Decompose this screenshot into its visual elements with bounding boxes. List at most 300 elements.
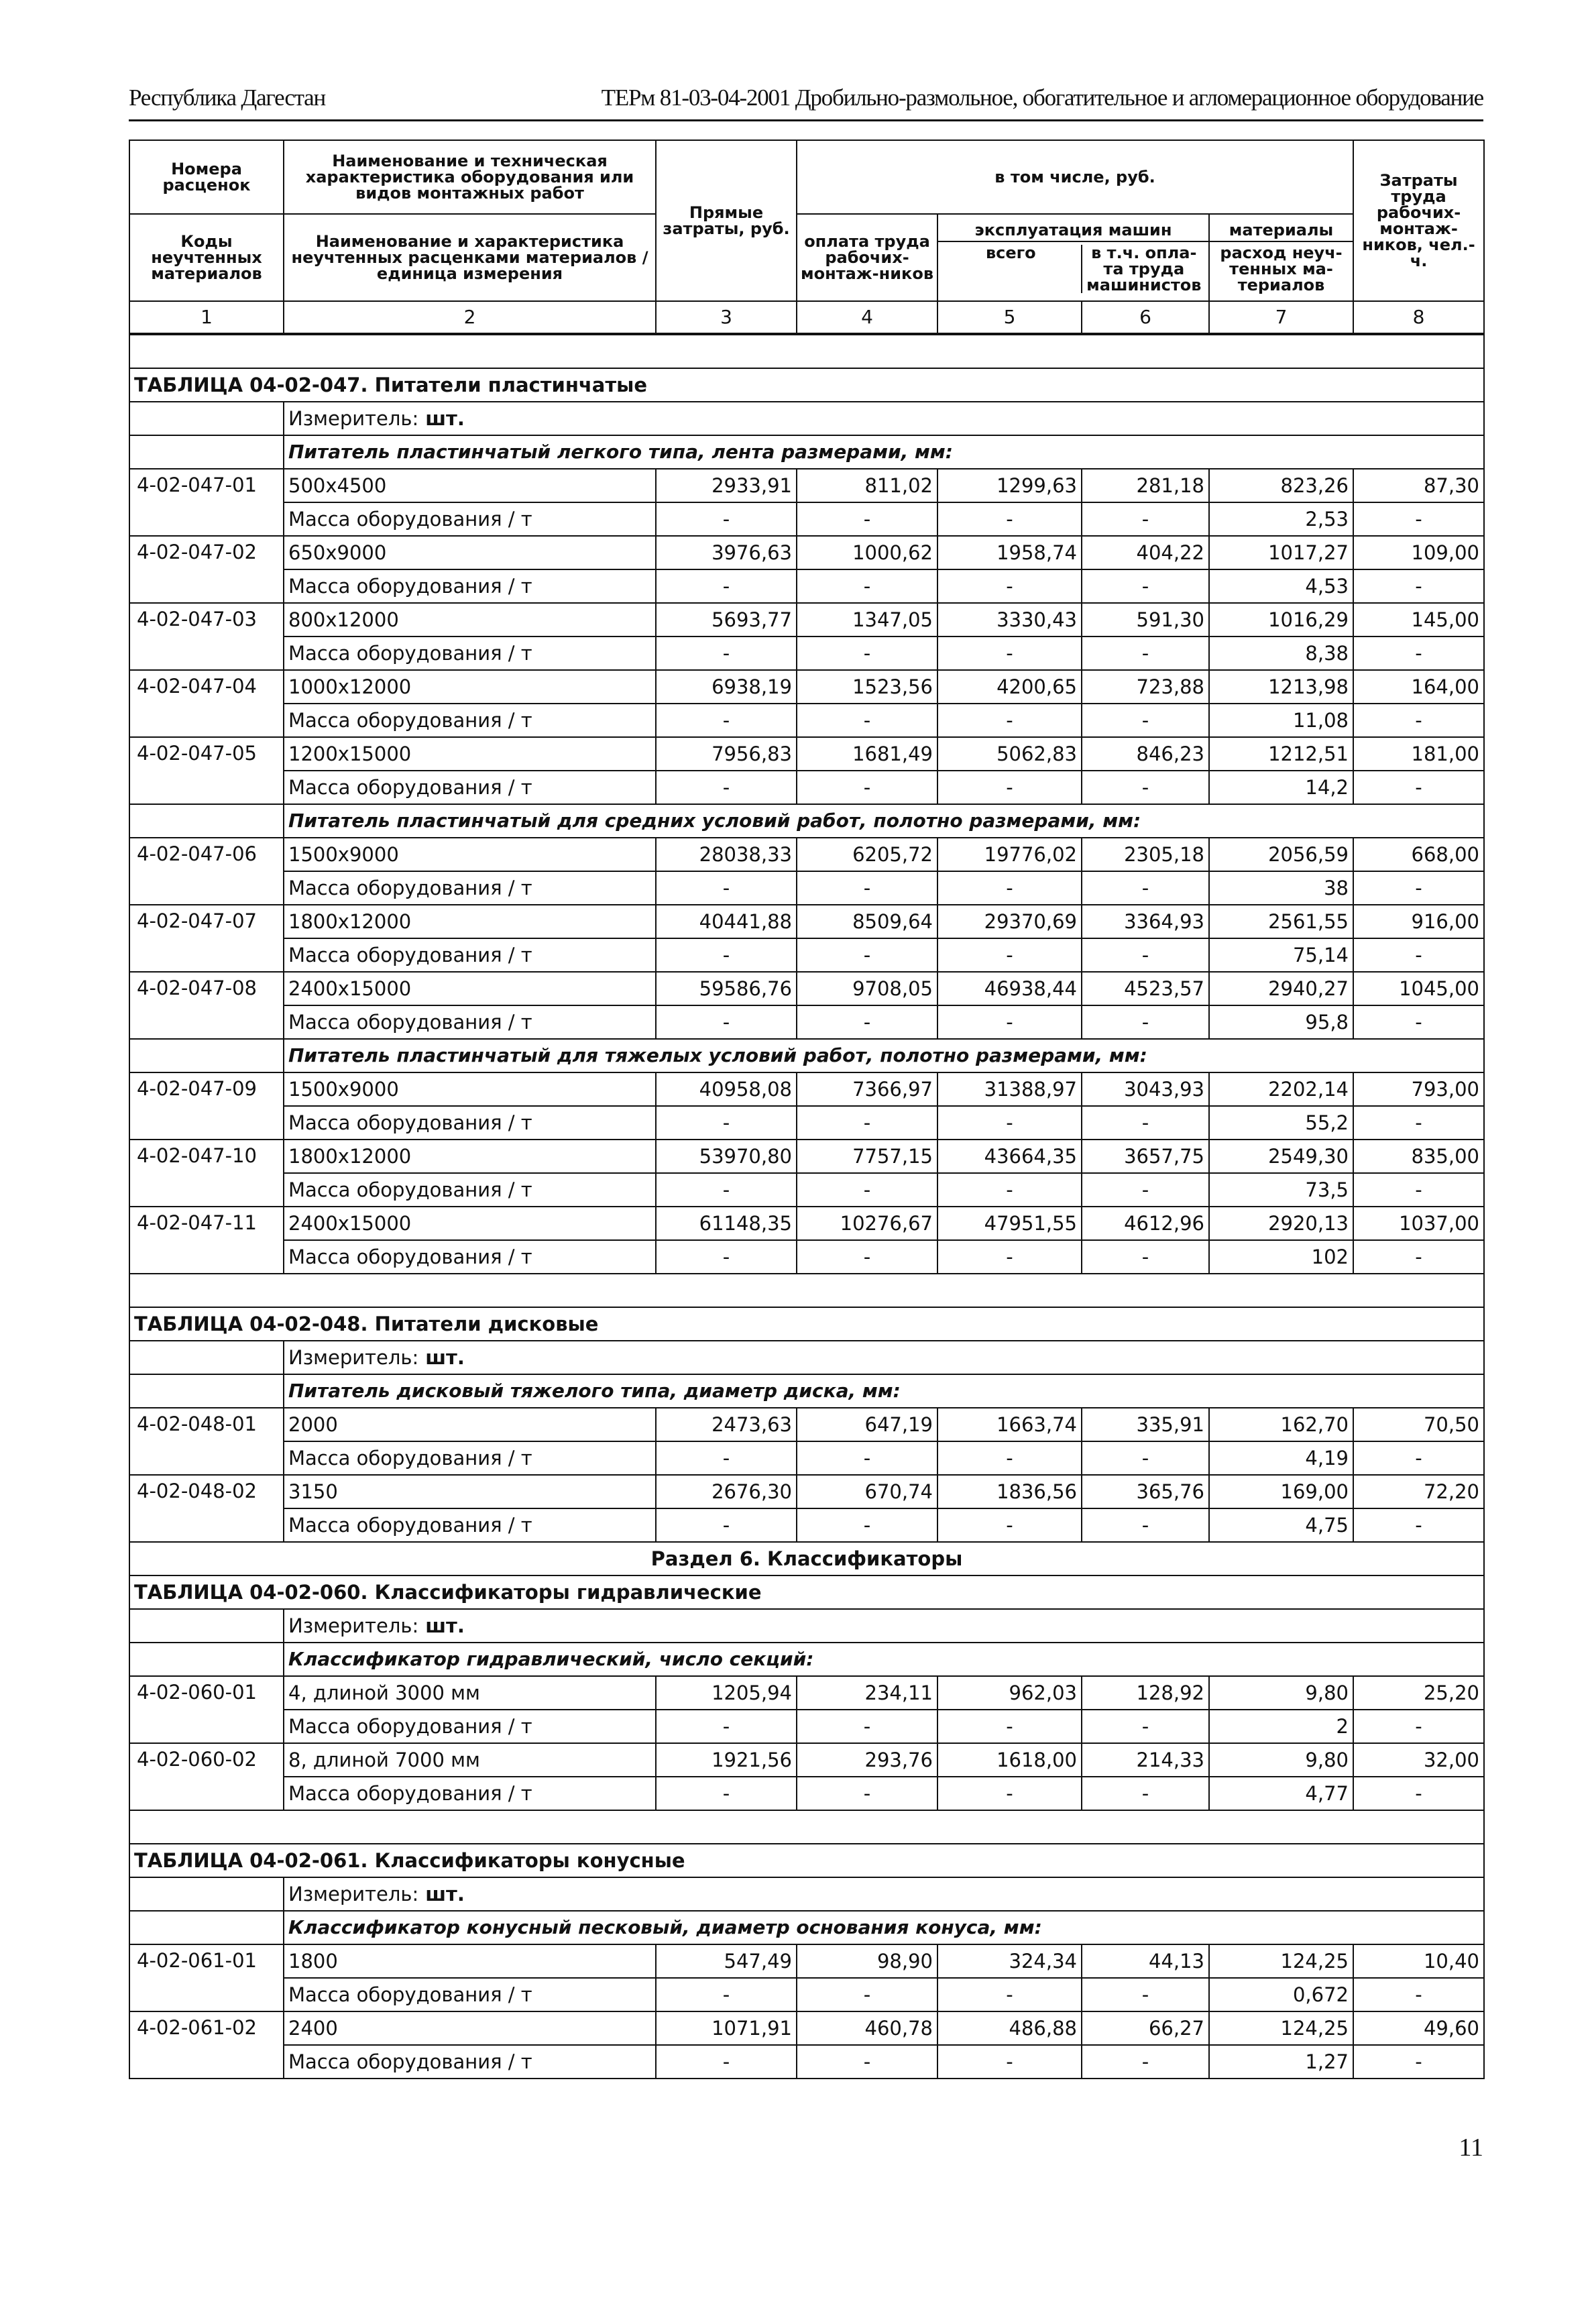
rate-name: 1800x12000 bbox=[284, 905, 656, 938]
machinists-wage: 4612,96 bbox=[1082, 1207, 1209, 1240]
mass-label: Масса оборудования / т bbox=[284, 704, 656, 737]
machinists-wage: 281,18 bbox=[1082, 469, 1209, 502]
table-title-row bbox=[129, 1844, 1484, 1877]
group-row bbox=[129, 1643, 1484, 1676]
machinists-wage: 404,22 bbox=[1082, 536, 1209, 569]
dash: - bbox=[797, 771, 937, 804]
dash: - bbox=[937, 1441, 1082, 1475]
equipment-mass: 55,2 bbox=[1209, 1106, 1353, 1140]
rate-code: 4-02-047-01 bbox=[129, 469, 284, 536]
header-machines-total: всего bbox=[985, 243, 1036, 262]
dash: - bbox=[1082, 502, 1209, 536]
measure bbox=[284, 1609, 1484, 1643]
rate-code: 4-02-047-06 bbox=[129, 838, 284, 905]
group-title: Питатель дисковый тяжелого типа, диаметр диска, мм: bbox=[284, 1374, 1484, 1408]
group-row bbox=[129, 1374, 1484, 1408]
group-row bbox=[129, 1911, 1484, 1944]
machines-total: 31388,97 bbox=[937, 1072, 1082, 1106]
mass-row bbox=[129, 1240, 1484, 1274]
mass-label: Масса оборудования / т bbox=[284, 1508, 656, 1542]
dash: - bbox=[656, 871, 797, 905]
dash: - bbox=[937, 637, 1082, 670]
rate-name: 3150 bbox=[284, 1475, 656, 1508]
labor-hours: 793,00 bbox=[1353, 1072, 1484, 1106]
mass-row bbox=[129, 1978, 1484, 2011]
equipment-mass: 0,672 bbox=[1209, 1978, 1353, 2011]
materials-cost: 124,25 bbox=[1209, 2011, 1353, 2045]
mass-label: Масса оборудования / т bbox=[284, 1777, 656, 1810]
machinists-wage: 66,27 bbox=[1082, 2011, 1209, 2045]
dash: - bbox=[797, 704, 937, 737]
dash: - bbox=[1082, 569, 1209, 603]
rate-name: 650x9000 bbox=[284, 536, 656, 569]
materials-cost: 1212,51 bbox=[1209, 737, 1353, 771]
rate-code: 4-02-061-02 bbox=[129, 2011, 284, 2079]
rate-code: 4-02-047-02 bbox=[129, 536, 284, 603]
equipment-mass: 38 bbox=[1209, 871, 1353, 905]
equipment-mass: 102 bbox=[1209, 1240, 1353, 1274]
rate-name: 2000 bbox=[284, 1408, 656, 1441]
column-number: 8 bbox=[1353, 301, 1484, 333]
direct-costs: 2933,91 bbox=[656, 469, 797, 502]
equipment-mass: 95,8 bbox=[1209, 1005, 1353, 1039]
measure-label: Измеритель: bbox=[288, 1346, 419, 1369]
dash: - bbox=[1082, 2045, 1209, 2079]
dash: - bbox=[1353, 871, 1484, 905]
dash: - bbox=[937, 502, 1082, 536]
header-machines bbox=[937, 214, 1209, 301]
dash: - bbox=[1353, 1978, 1484, 2011]
machinists-wage: 4523,57 bbox=[1082, 972, 1209, 1005]
group-title: Питатель пластинчатый легкого типа, лента размерами, мм: bbox=[284, 435, 1484, 469]
direct-costs: 59586,76 bbox=[656, 972, 797, 1005]
rate-row bbox=[129, 1944, 1484, 1978]
machinists-wage: 846,23 bbox=[1082, 737, 1209, 771]
dash: - bbox=[937, 1106, 1082, 1140]
machines-total: 29370,69 bbox=[937, 905, 1082, 938]
table-title-row bbox=[129, 1575, 1484, 1609]
measure bbox=[284, 1341, 1484, 1374]
header-labor-wage: оплата труда рабочих-монтаж-ников bbox=[797, 214, 937, 301]
group-title: Питатель пластинчатый для тяжелых условий работ, полотно размерами, мм: bbox=[284, 1039, 1484, 1072]
rate-code: 4-02-047-09 bbox=[129, 1072, 284, 1140]
dash: - bbox=[1353, 704, 1484, 737]
machinists-wage: 128,92 bbox=[1082, 1676, 1209, 1710]
dash: - bbox=[937, 704, 1082, 737]
materials-cost: 2940,27 bbox=[1209, 972, 1353, 1005]
labor-wage: 293,76 bbox=[797, 1743, 937, 1777]
machinists-wage: 44,13 bbox=[1082, 1944, 1209, 1978]
dash: - bbox=[937, 771, 1082, 804]
measure-value: шт. bbox=[425, 407, 465, 430]
labor-hours: 49,60 bbox=[1353, 2011, 1484, 2045]
labor-wage: 1523,56 bbox=[797, 670, 937, 704]
table-body bbox=[129, 334, 1485, 2079]
direct-costs: 7956,83 bbox=[656, 737, 797, 771]
group-title: Классификатор гидравлический, число секций: bbox=[284, 1643, 1484, 1676]
rate-code: 4-02-047-07 bbox=[129, 905, 284, 972]
labor-hours: 145,00 bbox=[1353, 603, 1484, 637]
measure-value: шт. bbox=[425, 1614, 465, 1637]
machines-total: 1618,00 bbox=[937, 1743, 1082, 1777]
dash: - bbox=[797, 1978, 937, 2011]
header-machinists-wage: в т.ч. опла-та труда машинистов bbox=[1081, 245, 1206, 293]
dash: - bbox=[1082, 771, 1209, 804]
rate-row bbox=[129, 536, 1484, 569]
dash: - bbox=[937, 1005, 1082, 1039]
mass-row bbox=[129, 938, 1484, 972]
dash: - bbox=[937, 1240, 1082, 1274]
labor-hours: 72,20 bbox=[1353, 1475, 1484, 1508]
column-number: 1 bbox=[129, 301, 284, 333]
equipment-mass: 73,5 bbox=[1209, 1173, 1353, 1207]
mass-label: Масса оборудования / т bbox=[284, 569, 656, 603]
machines-total: 19776,02 bbox=[937, 838, 1082, 871]
machinists-wage: 3364,93 bbox=[1082, 905, 1209, 938]
column-number: 7 bbox=[1209, 301, 1353, 333]
dash: - bbox=[937, 2045, 1082, 2079]
dash: - bbox=[937, 1508, 1082, 1542]
spacer-row bbox=[129, 1810, 1484, 1844]
dash: - bbox=[1353, 637, 1484, 670]
dash: - bbox=[1082, 1441, 1209, 1475]
mass-label: Масса оборудования / т bbox=[284, 1106, 656, 1140]
header-direct-costs: Прямые затраты, руб. bbox=[656, 140, 797, 301]
direct-costs: 53970,80 bbox=[656, 1140, 797, 1173]
machinists-wage: 723,88 bbox=[1082, 670, 1209, 704]
rate-code: 4-02-048-01 bbox=[129, 1408, 284, 1475]
rate-name: 1000x12000 bbox=[284, 670, 656, 704]
rate-name: 1200x15000 bbox=[284, 737, 656, 771]
rate-row bbox=[129, 905, 1484, 938]
dash: - bbox=[656, 704, 797, 737]
equipment-mass: 1,27 bbox=[1209, 2045, 1353, 2079]
rate-row bbox=[129, 1072, 1484, 1106]
measure-row bbox=[129, 402, 1484, 435]
rate-name: 1500x9000 bbox=[284, 1072, 656, 1106]
dash: - bbox=[1082, 1173, 1209, 1207]
measure bbox=[284, 402, 1484, 435]
dash: - bbox=[1082, 1106, 1209, 1140]
labor-wage: 7366,97 bbox=[797, 1072, 937, 1106]
dash: - bbox=[1353, 771, 1484, 804]
measure-row bbox=[129, 1609, 1484, 1643]
dash: - bbox=[1353, 502, 1484, 536]
dash: - bbox=[656, 1173, 797, 1207]
machinists-wage: 2305,18 bbox=[1082, 838, 1209, 871]
dash: - bbox=[1353, 938, 1484, 972]
page-number: 11 bbox=[1459, 2134, 1483, 2162]
column-number: 4 bbox=[797, 301, 937, 333]
dash: - bbox=[937, 871, 1082, 905]
materials-cost: 823,26 bbox=[1209, 469, 1353, 502]
dash: - bbox=[656, 1978, 797, 2011]
rate-code: 4-02-060-01 bbox=[129, 1676, 284, 1743]
direct-costs: 5693,77 bbox=[656, 603, 797, 637]
measure-label: Измеритель: bbox=[288, 407, 419, 430]
rate-name: 1800x12000 bbox=[284, 1140, 656, 1173]
labor-wage: 811,02 bbox=[797, 469, 937, 502]
machines-total: 1299,63 bbox=[937, 469, 1082, 502]
labor-wage: 234,11 bbox=[797, 1676, 937, 1710]
mass-label: Масса оборудования / т bbox=[284, 1978, 656, 2011]
rate-name: 500x4500 bbox=[284, 469, 656, 502]
dash: - bbox=[1082, 871, 1209, 905]
group-row bbox=[129, 804, 1484, 838]
mass-row bbox=[129, 871, 1484, 905]
dash: - bbox=[1082, 704, 1209, 737]
rate-row bbox=[129, 1676, 1484, 1710]
labor-wage: 1681,49 bbox=[797, 737, 937, 771]
labor-hours: 109,00 bbox=[1353, 536, 1484, 569]
dash: - bbox=[937, 1978, 1082, 2011]
rate-code: 4-02-047-04 bbox=[129, 670, 284, 737]
dash: - bbox=[656, 569, 797, 603]
machinists-wage: 365,76 bbox=[1082, 1475, 1209, 1508]
labor-hours: 32,00 bbox=[1353, 1743, 1484, 1777]
direct-costs: 1205,94 bbox=[656, 1676, 797, 1710]
dash: - bbox=[797, 637, 937, 670]
machines-total: 486,88 bbox=[937, 2011, 1082, 2045]
rate-row bbox=[129, 469, 1484, 502]
dash: - bbox=[797, 569, 937, 603]
region-name: Республика Дагестан bbox=[129, 85, 326, 111]
measure-row bbox=[129, 1877, 1484, 1911]
labor-wage: 98,90 bbox=[797, 1944, 937, 1978]
equipment-mass: 8,38 bbox=[1209, 637, 1353, 670]
mass-label: Масса оборудования / т bbox=[284, 938, 656, 972]
dash: - bbox=[656, 1106, 797, 1140]
labor-hours: 25,20 bbox=[1353, 1676, 1484, 1710]
mass-row bbox=[129, 1777, 1484, 1810]
rate-row bbox=[129, 838, 1484, 871]
direct-costs: 1921,56 bbox=[656, 1743, 797, 1777]
mass-label: Масса оборудования / т bbox=[284, 771, 656, 804]
table-title: ТАБЛИЦА 04-02-060. Классификаторы гидравлические bbox=[129, 1575, 1484, 1609]
labor-hours: 70,50 bbox=[1353, 1408, 1484, 1441]
equipment-mass: 14,2 bbox=[1209, 771, 1353, 804]
materials-cost: 2202,14 bbox=[1209, 1072, 1353, 1106]
materials-cost: 2056,59 bbox=[1209, 838, 1353, 871]
table-title: ТАБЛИЦА 04-02-061. Классификаторы конусные bbox=[129, 1844, 1484, 1877]
labor-hours: 1037,00 bbox=[1353, 1207, 1484, 1240]
dash: - bbox=[937, 1173, 1082, 1207]
mass-row bbox=[129, 1710, 1484, 1743]
spacer-row bbox=[129, 1274, 1484, 1307]
mass-row bbox=[129, 771, 1484, 804]
header-labor-hours: Затраты труда рабочих-монтаж-ников, чел.-ч. bbox=[1353, 140, 1484, 301]
dash: - bbox=[656, 1710, 797, 1743]
column-number: 5 bbox=[937, 301, 1082, 333]
labor-hours: 10,40 bbox=[1353, 1944, 1484, 1978]
dash: - bbox=[1082, 1508, 1209, 1542]
direct-costs: 40958,08 bbox=[656, 1072, 797, 1106]
dash: - bbox=[1082, 1005, 1209, 1039]
labor-wage: 1347,05 bbox=[797, 603, 937, 637]
machines-total: 5062,83 bbox=[937, 737, 1082, 771]
header-including: в том числе, руб. bbox=[797, 140, 1353, 214]
direct-costs: 1071,91 bbox=[656, 2011, 797, 2045]
materials-cost: 1017,27 bbox=[1209, 536, 1353, 569]
dash: - bbox=[1353, 1106, 1484, 1140]
rate-code: 4-02-061-01 bbox=[129, 1944, 284, 2011]
machines-total: 3330,43 bbox=[937, 603, 1082, 637]
dash: - bbox=[937, 938, 1082, 972]
measure-label: Измеритель: bbox=[288, 1614, 419, 1637]
dash: - bbox=[797, 1240, 937, 1274]
mass-label: Масса оборудования / т bbox=[284, 1005, 656, 1039]
mass-row bbox=[129, 1173, 1484, 1207]
labor-wage: 670,74 bbox=[797, 1475, 937, 1508]
price-table-frame bbox=[129, 140, 1483, 2079]
materials-cost: 2920,13 bbox=[1209, 1207, 1353, 1240]
mass-label: Масса оборудования / т bbox=[284, 637, 656, 670]
materials-cost: 9,80 bbox=[1209, 1743, 1353, 1777]
mass-row bbox=[129, 704, 1484, 737]
mass-row bbox=[129, 1005, 1484, 1039]
dash: - bbox=[1353, 1441, 1484, 1475]
mass-row bbox=[129, 569, 1484, 603]
mass-row bbox=[129, 2045, 1484, 2079]
equipment-mass: 11,08 bbox=[1209, 704, 1353, 737]
rate-name: 2400x15000 bbox=[284, 1207, 656, 1240]
mass-label: Масса оборудования / т bbox=[284, 1441, 656, 1475]
rate-code: 4-02-048-02 bbox=[129, 1475, 284, 1542]
direct-costs: 28038,33 bbox=[656, 838, 797, 871]
materials-cost: 1016,29 bbox=[1209, 603, 1353, 637]
machinists-wage: 335,91 bbox=[1082, 1408, 1209, 1441]
dash: - bbox=[797, 1441, 937, 1475]
rate-name: 1800 bbox=[284, 1944, 656, 1978]
group-title: Классификатор конусный песковый, диаметр основания конуса, мм: bbox=[284, 1911, 1484, 1944]
dash: - bbox=[656, 1441, 797, 1475]
dash: - bbox=[656, 502, 797, 536]
dash: - bbox=[937, 1777, 1082, 1810]
labor-hours: 164,00 bbox=[1353, 670, 1484, 704]
labor-wage: 6205,72 bbox=[797, 838, 937, 871]
machines-total: 324,34 bbox=[937, 1944, 1082, 1978]
column-number: 6 bbox=[1082, 301, 1209, 333]
dash: - bbox=[1082, 1978, 1209, 2011]
rate-name: 2400 bbox=[284, 2011, 656, 2045]
dash: - bbox=[937, 569, 1082, 603]
rate-code: 4-02-047-10 bbox=[129, 1140, 284, 1207]
dash: - bbox=[797, 938, 937, 972]
measure-value: шт. bbox=[425, 1346, 465, 1369]
machines-total: 43664,35 bbox=[937, 1140, 1082, 1173]
dash: - bbox=[1353, 2045, 1484, 2079]
mass-label: Масса оборудования / т bbox=[284, 2045, 656, 2079]
direct-costs: 61148,35 bbox=[656, 1207, 797, 1240]
rate-code: 4-02-047-08 bbox=[129, 972, 284, 1039]
dash: - bbox=[656, 1005, 797, 1039]
equipment-mass: 4,75 bbox=[1209, 1508, 1353, 1542]
labor-hours: 87,30 bbox=[1353, 469, 1484, 502]
labor-hours: 835,00 bbox=[1353, 1140, 1484, 1173]
rate-name: 800x12000 bbox=[284, 603, 656, 637]
rate-row bbox=[129, 1207, 1484, 1240]
rate-row bbox=[129, 1475, 1484, 1508]
mass-row bbox=[129, 1106, 1484, 1140]
measure-value: шт. bbox=[425, 1883, 465, 1905]
measure-label: Измеритель: bbox=[288, 1883, 419, 1905]
dash: - bbox=[656, 2045, 797, 2079]
dash: - bbox=[1082, 1777, 1209, 1810]
labor-hours: 916,00 bbox=[1353, 905, 1484, 938]
equipment-mass: 75,14 bbox=[1209, 938, 1353, 972]
dash: - bbox=[1353, 1777, 1484, 1810]
mass-label: Масса оборудования / т bbox=[284, 1710, 656, 1743]
direct-costs: 2473,63 bbox=[656, 1408, 797, 1441]
equipment-mass: 2 bbox=[1209, 1710, 1353, 1743]
measure bbox=[284, 1877, 1484, 1911]
dash: - bbox=[1353, 1240, 1484, 1274]
direct-costs: 3976,63 bbox=[656, 536, 797, 569]
section-title: Раздел 6. Классификаторы bbox=[129, 1542, 1484, 1575]
mass-label: Масса оборудования / т bbox=[284, 1173, 656, 1207]
dash: - bbox=[656, 938, 797, 972]
labor-wage: 8509,64 bbox=[797, 905, 937, 938]
rate-name: 4, длиной 3000 мм bbox=[284, 1676, 656, 1710]
equipment-mass: 4,53 bbox=[1209, 569, 1353, 603]
group-row bbox=[129, 435, 1484, 469]
dash: - bbox=[797, 1106, 937, 1140]
labor-wage: 9708,05 bbox=[797, 972, 937, 1005]
dash: - bbox=[797, 1777, 937, 1810]
header-name: Наименование и техническая характеристика оборудования или видов монтажных работ bbox=[284, 140, 656, 214]
labor-wage: 7757,15 bbox=[797, 1140, 937, 1173]
labor-wage: 10276,67 bbox=[797, 1207, 937, 1240]
dash: - bbox=[656, 1508, 797, 1542]
mass-label: Масса оборудования / т bbox=[284, 1240, 656, 1274]
column-numbers bbox=[129, 301, 1484, 333]
dash: - bbox=[1353, 1508, 1484, 1542]
rate-row bbox=[129, 670, 1484, 704]
rate-row bbox=[129, 603, 1484, 637]
equipment-mass: 4,19 bbox=[1209, 1441, 1353, 1475]
dash: - bbox=[797, 502, 937, 536]
machines-total: 1663,74 bbox=[937, 1408, 1082, 1441]
dash: - bbox=[797, 871, 937, 905]
header-material-codes: Коды неучтенных материалов bbox=[129, 214, 284, 301]
table-title-row bbox=[129, 368, 1484, 402]
machines-total: 1958,74 bbox=[937, 536, 1082, 569]
materials-cost: 2549,30 bbox=[1209, 1140, 1353, 1173]
machinists-wage: 3043,93 bbox=[1082, 1072, 1209, 1106]
machines-total: 47951,55 bbox=[937, 1207, 1082, 1240]
table-title: ТАБЛИЦА 04-02-047. Питатели пластинчатые bbox=[129, 368, 1484, 402]
dash: - bbox=[797, 2045, 937, 2079]
mass-row bbox=[129, 502, 1484, 536]
rate-name: 2400x15000 bbox=[284, 972, 656, 1005]
rate-code: 4-02-047-05 bbox=[129, 737, 284, 804]
dash: - bbox=[1353, 1710, 1484, 1743]
materials-cost: 2561,55 bbox=[1209, 905, 1353, 938]
materials-cost: 169,00 bbox=[1209, 1475, 1353, 1508]
dash: - bbox=[797, 1710, 937, 1743]
machinists-wage: 591,30 bbox=[1082, 603, 1209, 637]
machines-total: 46938,44 bbox=[937, 972, 1082, 1005]
spacer-row bbox=[129, 335, 1484, 368]
rate-row bbox=[129, 1743, 1484, 1777]
rate-name: 1500x9000 bbox=[284, 838, 656, 871]
rate-code: 4-02-060-02 bbox=[129, 1743, 284, 1810]
header-materials-usage: расход неуч-тенных ма-териалов bbox=[1220, 243, 1343, 294]
direct-costs: 547,49 bbox=[656, 1944, 797, 1978]
dash: - bbox=[1082, 938, 1209, 972]
materials-cost: 124,25 bbox=[1209, 1944, 1353, 1978]
materials-cost: 162,70 bbox=[1209, 1408, 1353, 1441]
